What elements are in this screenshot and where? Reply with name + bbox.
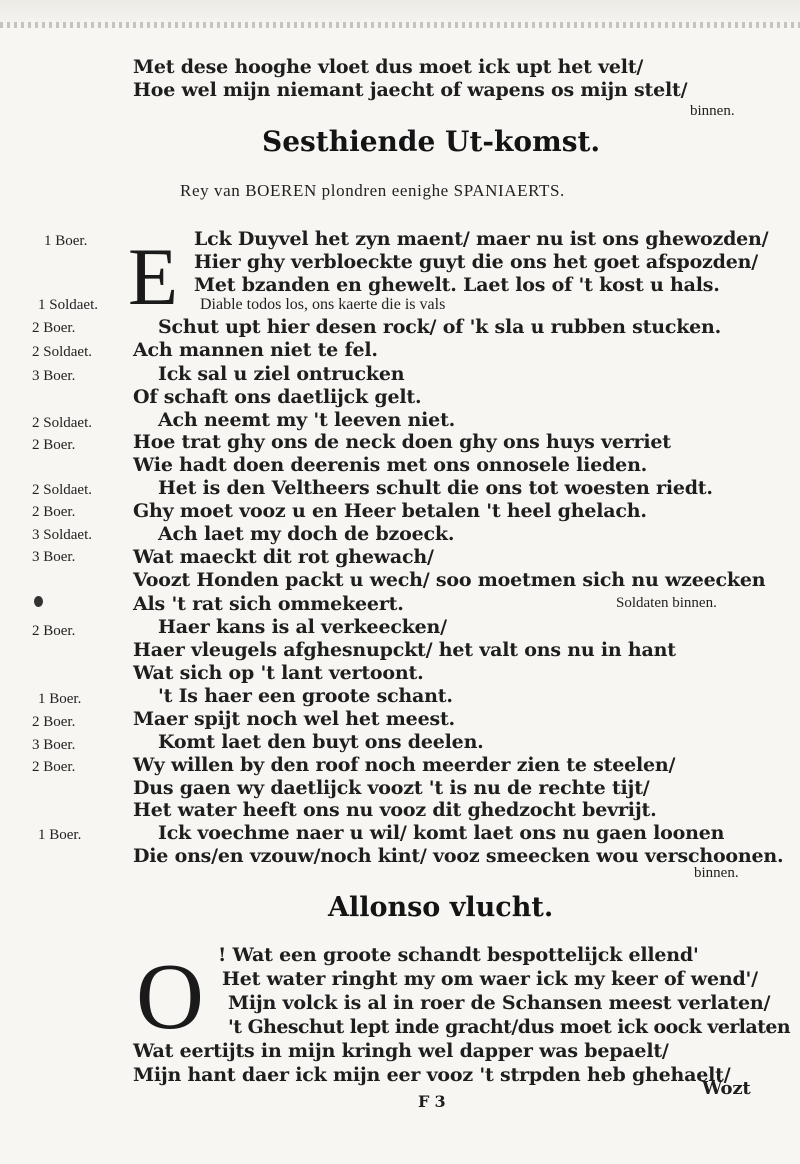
speaker-label: 2 Boer.	[32, 437, 76, 453]
speaker-label: 3 Boer.	[32, 737, 76, 753]
speaker-label: 1 Boer.	[38, 691, 82, 707]
chorus-line: Rey van BOEREN plondren eenighe SPANIAERTS.	[180, 181, 565, 200]
verse-line: Hoe wel mijn niemant jaecht of wapens os mijn stelt/	[133, 79, 688, 101]
verse-line: Dus gaen wy daetlijck voozt 't is nu de rechte tijt/	[133, 777, 650, 799]
verse-line: Of schaft ons daetlijck gelt.	[133, 386, 422, 408]
verse-line: Komt laet den buyt ons deelen.	[158, 731, 484, 753]
speaker-label: 1 Boer.	[38, 827, 82, 843]
verse-line: Ach neemt my 't leeven niet.	[158, 409, 456, 431]
verse-line: Het is den Veltheers schult die ons tot woesten riedt.	[158, 477, 713, 499]
verse-line: Met bzanden en ghewelt. Laet los of 't kost u hals.	[194, 274, 720, 296]
verse-line: Hoe trat ghy ons de neck doen ghy ons huys verriet	[133, 431, 671, 453]
verse-line: Mijn volck is al in roer de Schansen meest verlaten/	[228, 992, 771, 1014]
verse-line: Mijn hant daer ick mijn eer vooz 't strpden heb ghehaelt/	[133, 1064, 731, 1086]
verse-line: Schut upt hier desen rock/ of 'k sla u rubben stucken.	[158, 316, 722, 338]
verse-line: Het water ringht my om waer ick my keer of wend'/	[222, 968, 758, 990]
speaker-label: 2 Boer.	[32, 759, 76, 775]
verse-line: Ghy moet vooz u en Heer betalen 't heel ghelach.	[133, 500, 647, 522]
verse-line: Voozt Honden packt u wech/ soo moetmen sich nu wzeecken	[133, 569, 766, 591]
verse-line: Haer vleugels afghesnupckt/ het valt ons nu in hant	[133, 639, 676, 661]
speaker-label: 2 Boer.	[32, 504, 76, 520]
stage-direction: binnen.	[694, 865, 739, 881]
speaker-label: 2 Soldaet.	[32, 415, 92, 431]
stage-direction: binnen.	[690, 103, 735, 119]
speaker-label: 2 Boer.	[32, 623, 76, 639]
drop-cap: O	[136, 945, 204, 1049]
drop-cap: E	[128, 231, 179, 322]
stage-direction: Soldaten binnen.	[616, 595, 717, 611]
section-title: Allonso vlucht.	[328, 892, 554, 923]
verse-line: Ick voechme naer u wil/ komt laet ons nu gaen loonen	[158, 822, 725, 844]
verse-line: Wat sich op 't lant vertoont.	[133, 662, 424, 684]
verse-line: 't Gheschut lept inde gracht/dus moet ick oock verlaten	[228, 1016, 791, 1038]
verse-line: Diable todos los, ons kaerte die is vals	[200, 296, 446, 313]
verse-line: Hier ghy verbloeckte guyt die ons het goet afspozden/	[194, 251, 758, 273]
scene-title: Sesthiende Ut-komst.	[262, 125, 601, 158]
verse-line: ! Wat een groote schandt bespottelijck ellend'	[218, 944, 699, 966]
verse-line: Haer kans is al verkeecken/	[158, 616, 447, 638]
verse-line: Die ons/en vzouw/noch kint/ vooz smeecken wou verschoonen.	[133, 845, 784, 867]
speaker-label: 2 Soldaet.	[32, 482, 92, 498]
verse-line: Wie hadt doen deerenis met ons onnosele lieden.	[133, 454, 648, 476]
speaker-label: 1 Soldaet.	[38, 297, 98, 313]
scan-edge	[0, 22, 800, 28]
speaker-label: 3 Soldaet.	[32, 527, 92, 543]
verse-line: Als 't rat sich ommekeert.	[133, 593, 404, 615]
verse-line: Met dese hooghe vloet dus moet ick upt het velt/	[133, 56, 644, 78]
speaker-label: 1 Boer.	[44, 233, 88, 249]
verse-line: 't Is haer een groote schant.	[158, 685, 453, 707]
verse-line: Wy willen by den roof noch meerder zien te steelen/	[133, 754, 676, 776]
speaker-label: 3 Boer.	[32, 368, 76, 384]
verse-line: Wat maeckt dit rot ghewach/	[133, 546, 434, 568]
speaker-label: 2 Soldaet.	[32, 344, 92, 360]
ornament-dot	[34, 596, 43, 607]
verse-line: Wat eertijts in mijn kringh wel dapper was bepaelt/	[133, 1040, 669, 1062]
speaker-label: 2 Boer.	[32, 714, 76, 730]
verse-line: Maer spijt noch wel het meest.	[133, 708, 455, 730]
verse-line: Ach mannen niet te fel.	[133, 339, 378, 361]
speaker-label: 2 Boer.	[32, 320, 76, 336]
verse-line: Lck Duyvel het zyn maent/ maer nu ist ons ghewozden/	[194, 228, 769, 250]
signature-mark: F 3	[418, 1092, 446, 1111]
verse-line: Ick sal u ziel ontrucken	[158, 363, 405, 385]
verse-line: Het water heeft ons nu vooz dit ghedzocht bevrijt.	[133, 799, 657, 821]
catchword: Wozt	[702, 1078, 751, 1099]
speaker-label: 3 Boer.	[32, 549, 76, 565]
verse-line: Ach laet my doch de bzoeck.	[158, 523, 455, 545]
